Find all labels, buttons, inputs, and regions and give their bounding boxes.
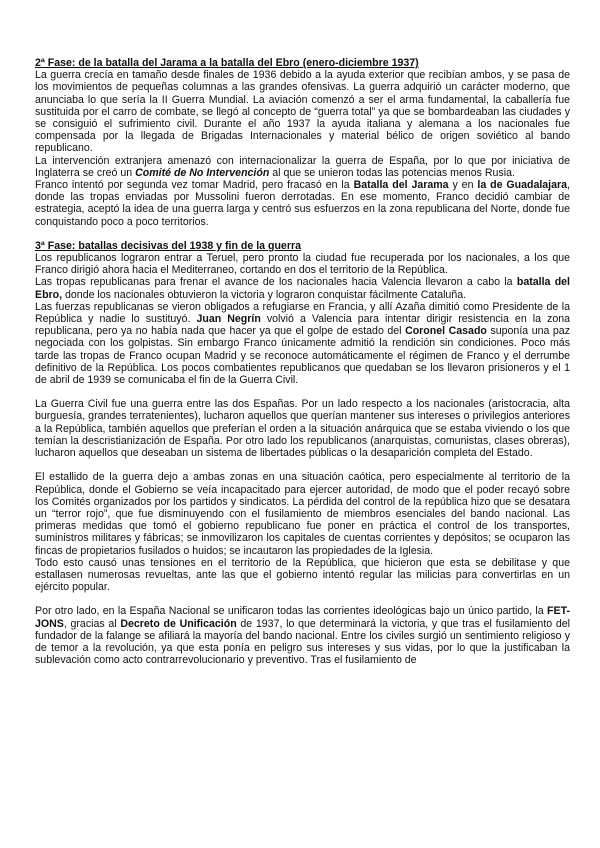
emphasis: Juan Negrín [196, 313, 261, 326]
paragraph: Las fuerzas republicanas se vieron obligados a refugiarse en Francia, y allí Azaña dimitió como Presidente de la República y nadie lo sustituyó. Juan Negrín volvió a Valencia para intentar dirigir resistencia en la zona republicana, pero ya no había nada que hacer ya que el golpe de estado del Coronel Casado suponía una paz negociada con los golpistas. Sin embargo Franco únicamente admitió la rendición sin condiciones. Poco más tarde las tropas de Franco ocupan Madrid y se reconoce automáticamente el régimen de Franco y el derrumbe definitivo de la República. Los pocos combatientes republicanos que quedaban se los llevaron prisioneros y el 1 de abril de 1939 se comunicaba el fin de la Guerra Civil. [35, 300, 570, 387]
paragraph: La Guerra Civil fue una guerra entre las dos Españas. Por un lado respecto a los nacionales (aristocracia, alta burguesía, grandes terratenientes), lucharon aquellos que querían mantener sus intereses o privilegios anteriores a la República, también aquellos que preferían el orden a la situación anárquica que se estaba viviendo o los que temían la descristianización de España. Por otro lado los republicanos (anarquistas, comunistas, clases obreras), lucharon aquellos que deseaban un sistema de libertades públicas o la desaparición completa del Estado. [35, 398, 570, 460]
emphasis: batalla del Ebro, [35, 276, 570, 301]
document-page [35, 57, 570, 666]
paragraph: Por otro lado, en la España Nacional se unificaron todas las corrientes ideológicas bajo un único partido, la FET-JONS, gracias al Decreto de Unificación de 1937, lo que determinará la victoria, y que tras el fusilamiento del fundador de la falange se afiliará la mayoría del bando nacional. Entre los civiles surgió un sentimiento religioso y de temor a la revolución, ya que esta ponía en peligro sus intereses y sus vidas, por lo que la justificaban la sublevación como acto contrarrevolucionario y preventivo. Tras el fusilamiento de [35, 605, 570, 667]
section-heading-fase-2: 2ª Fase: de la batalla del Jarama a la batalla del Ebro (enero-diciembre 1937) [35, 57, 419, 69]
paragraph: El estallido de la guerra dejo a ambas zonas en una situación caótica, pero especialmente al territorio de la República, donde el Gobierno se veía incapacitado para ejercer autoridad, de modo que el poder recayó sobre los Comités organizados por los partidos y sindicatos. La pérdida del control de la república hizo que se desatara un “terror rojo”, que fue disminuyendo con el fusilamiento de miembros esenciales del bando nacional. Las primeras medidas que tomó el gobierno republicano fue poner en práctica el control de los transportes, suministros militares y fábricas; se inmovilizaron los capitales de cuentas corrientes y depósitos; se ocuparon las fincas de propietarios fusilados o huidos; se incautaron las propiedades de la Iglesia. [35, 471, 570, 557]
paragraph: Franco intentó por segunda vez tomar Madrid, pero fracasó en la Batalla del Jarama y en la de Guadalajara, donde las tropas enviadas por Mussolini fueron derrotadas. En ese momento, Franco decidió cambiar de estrategia, aceptó la idea de una guerra larga y centró sus esfuerzos en la zona republicana del Norte, donde fue conquistando poco a poco territorios. [35, 179, 570, 228]
section-heading-fase-3: 3ª Fase: batallas decisivas del 1938 y fin de la guerra [35, 239, 301, 252]
paragraph: La guerra crecía en tamaño desde finales de 1936 debido a la ayuda exterior que recibían ambos, y se pasa de los movimientos de pequeñas columnas a las grandes ofensivas. La guerra adquirió un carácter moderno, que anunciaba lo que sería la II Guerra Mundial. La aviación comenzó a ser el arma fundamental, la caballería fue sustituida por el carro de combate, se llegó al concepto de “guerra total” ya que se bombardeaban las ciudades y se consiguió el sufrimiento civil. Durante el año 1937 la ayuda italiana y alemana a los nacionales fue compensada por la llegada de Brigadas Internacionales y material bélico de origen soviético al bando republicano. [35, 69, 570, 155]
emphasis: Coronel Casado [405, 325, 487, 338]
emphasis: Comité de No Intervención [135, 166, 270, 179]
emphasis: la de Guadalajara [477, 179, 568, 192]
emphasis: Batalla del Jarama [353, 179, 449, 192]
paragraph: La intervención extranjera amenazó con internacionalizar la guerra de España, por lo que por iniciativa de Inglaterra se creó un Comité de No Intervención al que se unieron todas las potencias menos Rusia. [35, 154, 570, 179]
paragraph: Los republicanos lograron entrar a Teruel, pero pronto la ciudad fue recuperada por los nacionales, a los que Franco dirigió ahora hacia el Mediterraneo, cortando en dos el territorio de la República. [35, 252, 570, 277]
emphasis: FET-JONS [35, 605, 570, 630]
paragraph: Las tropas republicanas para frenar el avance de los nacionales hacia Valencia llevaron a cabo la batalla del Ebro, donde los nacionales obtuvieron la victoria y lograron conquistar fácilmente Cataluña. [35, 276, 570, 301]
emphasis: Decreto de Unificación [120, 617, 237, 630]
paragraph: Todo esto causó unas tensiones en el territorio de la República, que hicieron que esta se debilitase y que estallasen numerosas revueltas, ante las que el gobierno intentó regular las milicias para convertirlas en un ejército popular. [35, 556, 570, 594]
